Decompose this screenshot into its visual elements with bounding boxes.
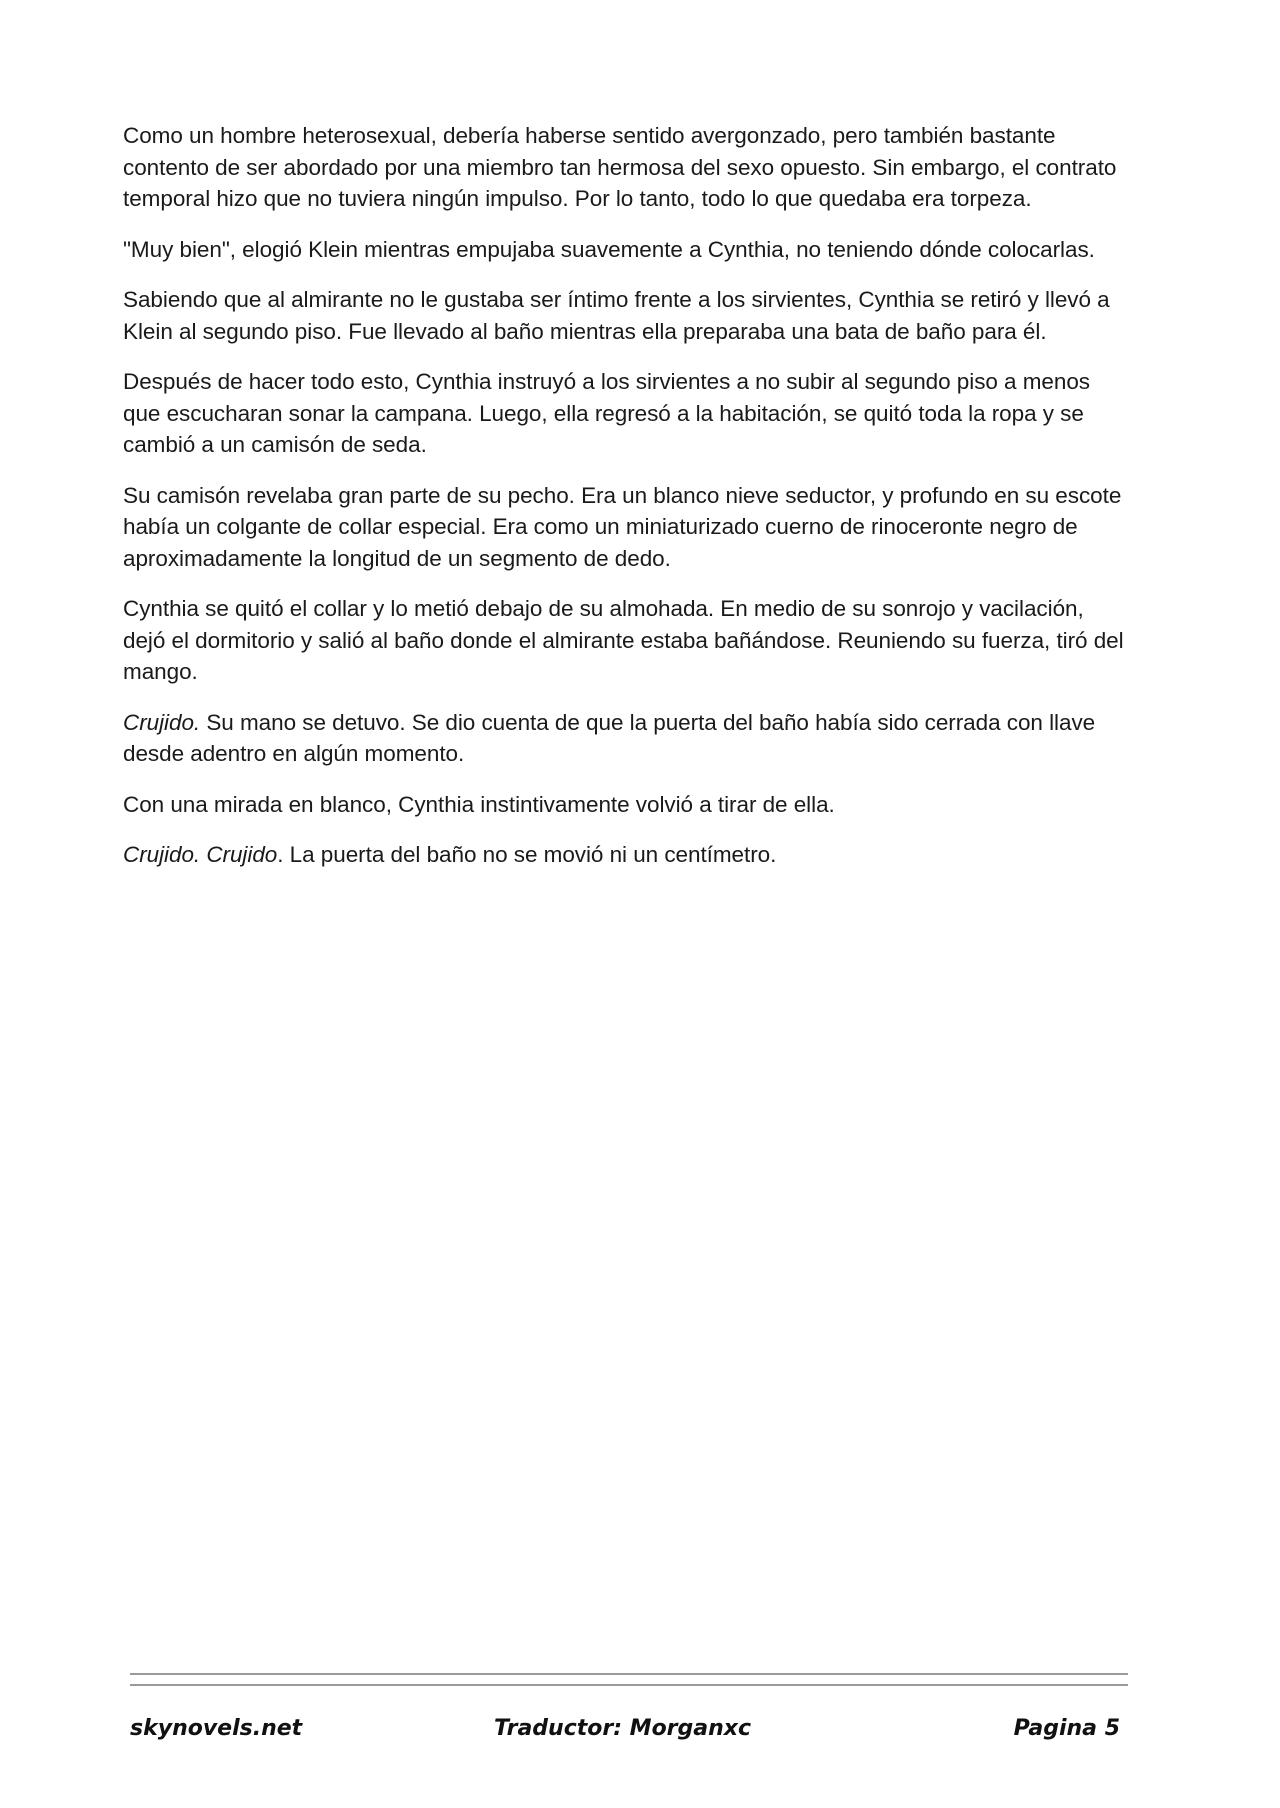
paragraph-1: Como un hombre heterosexual, debería haberse sentido avergonzado, pero también bastante contento de ser abordado por una miembro tan hermosa del sexo opuesto. Sin embargo, el contrato temporal hizo que no tuviera ningún impulso. Por lo tanto, todo lo que quedaba era torpeza. <box>123 123 1117 211</box>
paragraph-7-text: Su mano se detuvo. Se dio cuenta de que la puerta del baño había sido cerrada con llave desde adentro en algún momento. <box>123 709 1096 766</box>
paragraph-2: "Muy bien", elogió Klein mientras empujaba suavemente a Cynthia, no teniendo dónde colocarlas. <box>123 236 1095 262</box>
paragraph-3: Sabiendo que al almirante no le gustaba ser íntimo frente a los sirvientes, Cynthia se retiró y llevó a Klein al segundo piso. Fue llevado al baño mientras ella preparaba una bata de baño para él. <box>123 287 1110 344</box>
paragraph-5: Su camisón revelaba gran parte de su pecho. Era un blanco nieve seductor, y profundo en su escote había un colgante de collar especial. Era como un miniaturizado cuerno de rinoceronte negro de aproximadamente la longitud de un segmento de dedo. <box>123 482 1122 571</box>
paragraph-7-italic: Crujido. <box>123 709 201 735</box>
footer-page-number: Pagina 5 <box>1013 1716 1120 1741</box>
paragraph-9 <box>123 839 1128 871</box>
footer-site: skynovels.net <box>130 1716 303 1741</box>
paragraph-9-italic: Crujido. Crujido <box>123 842 278 867</box>
footer-translator: Traductor: Morganxc <box>494 1716 752 1741</box>
paragraph-4: Después de hacer todo esto, Cynthia instruyó a los sirvientes a no subir al segundo piso a menos que escucharan sonar la campana. Luego, ella regresó a la habitación, se quitó toda la ropa y se cambió a un camisón de seda. <box>123 369 1091 457</box>
page-content <box>123 120 1128 890</box>
paragraph-9-text: . La puerta del baño no se movió ni un centímetro. <box>277 842 777 867</box>
footer-rule-top <box>130 1673 1128 1675</box>
page-footer <box>130 1716 1120 1750</box>
paragraph-6: Cynthia se quitó el collar y lo metió debajo de su almohada. En medio de su sonrojo y vacilación, dejó el dormitorio y salió al baño donde el almirante estaba bañándose. Reuniendo su fuerza, tiró del mango. <box>123 596 1124 684</box>
paragraph-7 <box>123 707 1128 770</box>
footer-rule-bottom <box>130 1684 1128 1686</box>
paragraph-8: Con una mirada en blanco, Cynthia instintivamente volvió a tirar de ella. <box>123 791 835 817</box>
